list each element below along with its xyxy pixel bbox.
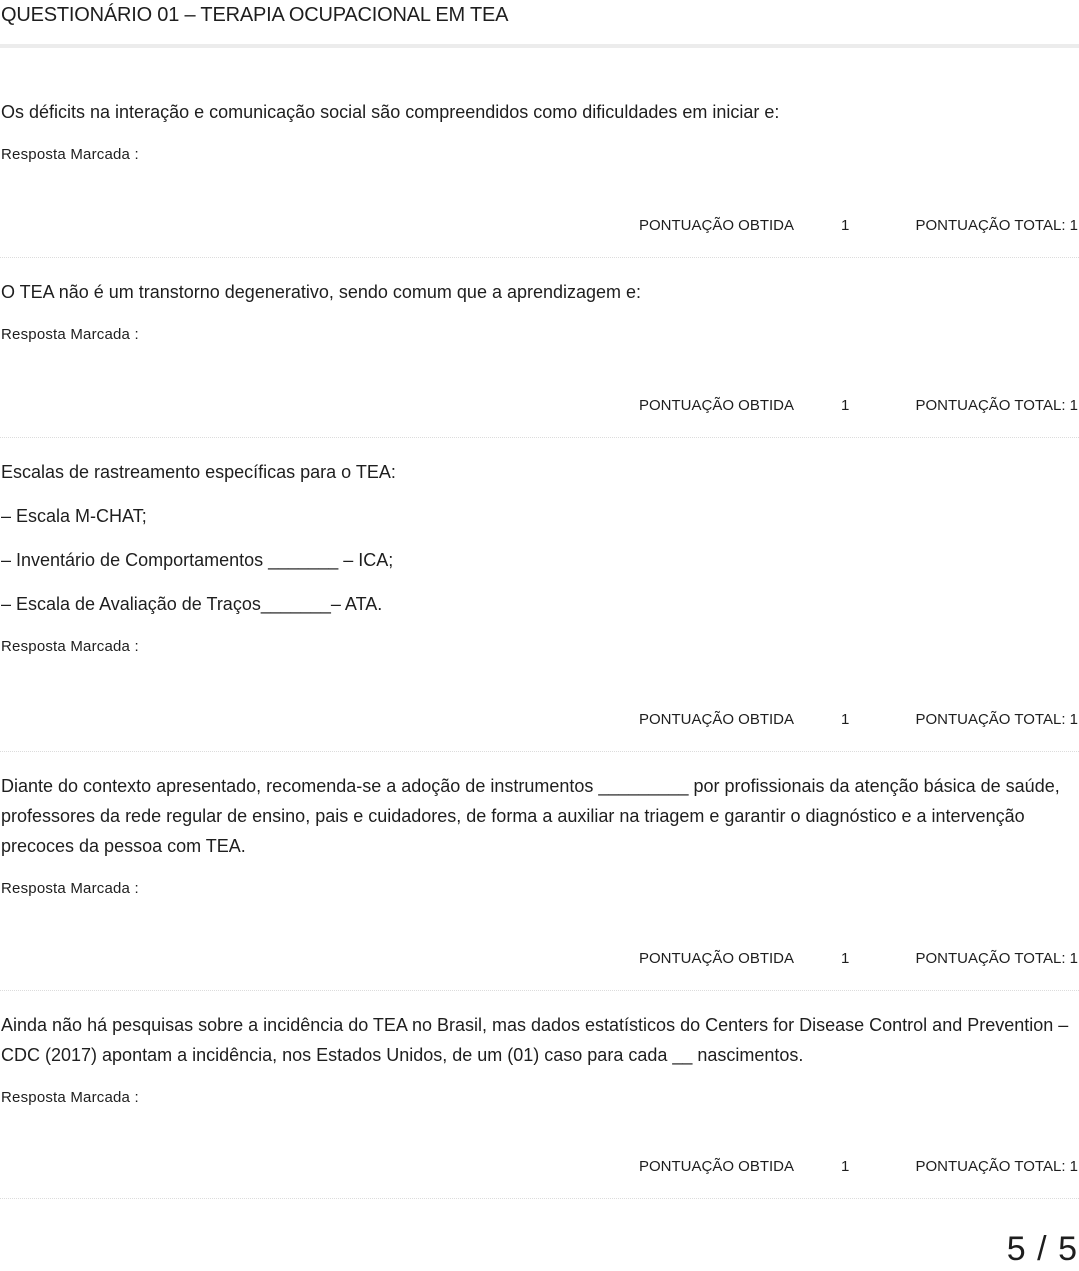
score-total-value: 1 bbox=[1069, 950, 1078, 967]
score-obtained-value: 1 bbox=[841, 950, 850, 967]
question-block-3 bbox=[0, 438, 1079, 752]
question-paragraph: O TEA não é um transtorno degenerativo, sendo comum que a aprendizagem e: bbox=[1, 282, 642, 302]
question-block-2 bbox=[0, 258, 1079, 438]
question-text bbox=[0, 258, 1079, 307]
question-block-5 bbox=[0, 991, 1079, 1199]
page-title: QUESTIONÁRIO 01 – TERAPIA OCUPACIONAL EM TEA bbox=[1, 4, 509, 26]
score-obtained-label: PONTUAÇÃO OBTIDA bbox=[639, 397, 795, 414]
page-header bbox=[0, 0, 1079, 48]
question-paragraph: Diante do contexto apresentado, recomenda-se a adoção de instrumentos _________ por profissionais da atenção básica de saúde, professores da rede regular de ensino, pais e cuidadores, de forma a auxiliar na triagem e garantir o diagnóstico e a intervenção precoces da pessoa com TEA. bbox=[1, 776, 1060, 856]
score-row bbox=[0, 216, 1079, 236]
score-total-label: PONTUAÇÃO TOTAL: bbox=[915, 711, 1066, 728]
final-score-obtained: 5 bbox=[1006, 1230, 1027, 1268]
final-score-separator: / bbox=[1037, 1230, 1048, 1268]
question-block-4 bbox=[0, 752, 1079, 991]
answer-label: Resposta Marcada : bbox=[1, 880, 139, 897]
answer-label: Resposta Marcada : bbox=[1, 326, 139, 343]
score-total-label: PONTUAÇÃO TOTAL: bbox=[915, 217, 1066, 234]
score-total-label: PONTUAÇÃO TOTAL: bbox=[915, 950, 1066, 967]
score-total bbox=[915, 710, 1078, 730]
question-list-item: – Escala de Avaliação de Traços_______– ATA. bbox=[1, 594, 383, 614]
score-obtained-label: PONTUAÇÃO OBTIDA bbox=[639, 950, 795, 967]
score-row bbox=[0, 396, 1079, 416]
score-row bbox=[0, 1157, 1079, 1177]
score-total-value: 1 bbox=[1069, 711, 1078, 728]
question-paragraph: Os déficits na interação e comunicação social são compreendidos como dificuldades em iniciar e: bbox=[1, 102, 780, 122]
score-total-value: 1 bbox=[1069, 397, 1078, 414]
question-text bbox=[0, 48, 1079, 127]
score-total-label: PONTUAÇÃO TOTAL: bbox=[915, 397, 1066, 414]
score-obtained-label: PONTUAÇÃO OBTIDA bbox=[639, 711, 795, 728]
question-list-item: – Escala M-CHAT; bbox=[1, 506, 147, 526]
question-paragraph: Ainda não há pesquisas sobre a incidência do TEA no Brasil, mas dados estatísticos do Centers for Disease Control and Prevention – CDC (2017) apontam a incidência, nos Estados Unidos, de um (01) caso para cada __ nascimentos. bbox=[1, 1015, 1069, 1065]
question-text bbox=[0, 752, 1079, 861]
question-text bbox=[0, 438, 1079, 619]
score-total-value: 1 bbox=[1069, 1158, 1078, 1175]
score-obtained-value: 1 bbox=[841, 397, 850, 414]
score-total bbox=[915, 216, 1078, 236]
score-obtained-value: 1 bbox=[841, 217, 850, 234]
answer-label: Resposta Marcada : bbox=[1, 638, 139, 655]
answer-label: Resposta Marcada : bbox=[1, 146, 139, 163]
score-total bbox=[915, 396, 1078, 416]
question-text bbox=[0, 991, 1079, 1070]
final-score-total: 5 bbox=[1058, 1230, 1078, 1268]
score-obtained-label: PONTUAÇÃO OBTIDA bbox=[639, 217, 795, 234]
final-score-summary bbox=[1007, 1229, 1078, 1269]
score-total-value: 1 bbox=[1069, 217, 1078, 234]
score-row bbox=[0, 710, 1079, 730]
score-total bbox=[915, 949, 1078, 969]
question-list-item: – Inventário de Comportamentos _______ – ICA; bbox=[1, 550, 394, 570]
score-row bbox=[0, 949, 1079, 969]
score-obtained-label: PONTUAÇÃO OBTIDA bbox=[639, 1158, 795, 1175]
question-paragraph: Escalas de rastreamento específicas para o TEA: bbox=[1, 462, 396, 482]
answer-label: Resposta Marcada : bbox=[1, 1089, 139, 1106]
score-obtained-value: 1 bbox=[841, 1158, 850, 1175]
question-block-1 bbox=[0, 48, 1079, 258]
score-obtained-value: 1 bbox=[841, 711, 850, 728]
score-total bbox=[915, 1157, 1078, 1177]
score-total-label: PONTUAÇÃO TOTAL: bbox=[915, 1158, 1066, 1175]
